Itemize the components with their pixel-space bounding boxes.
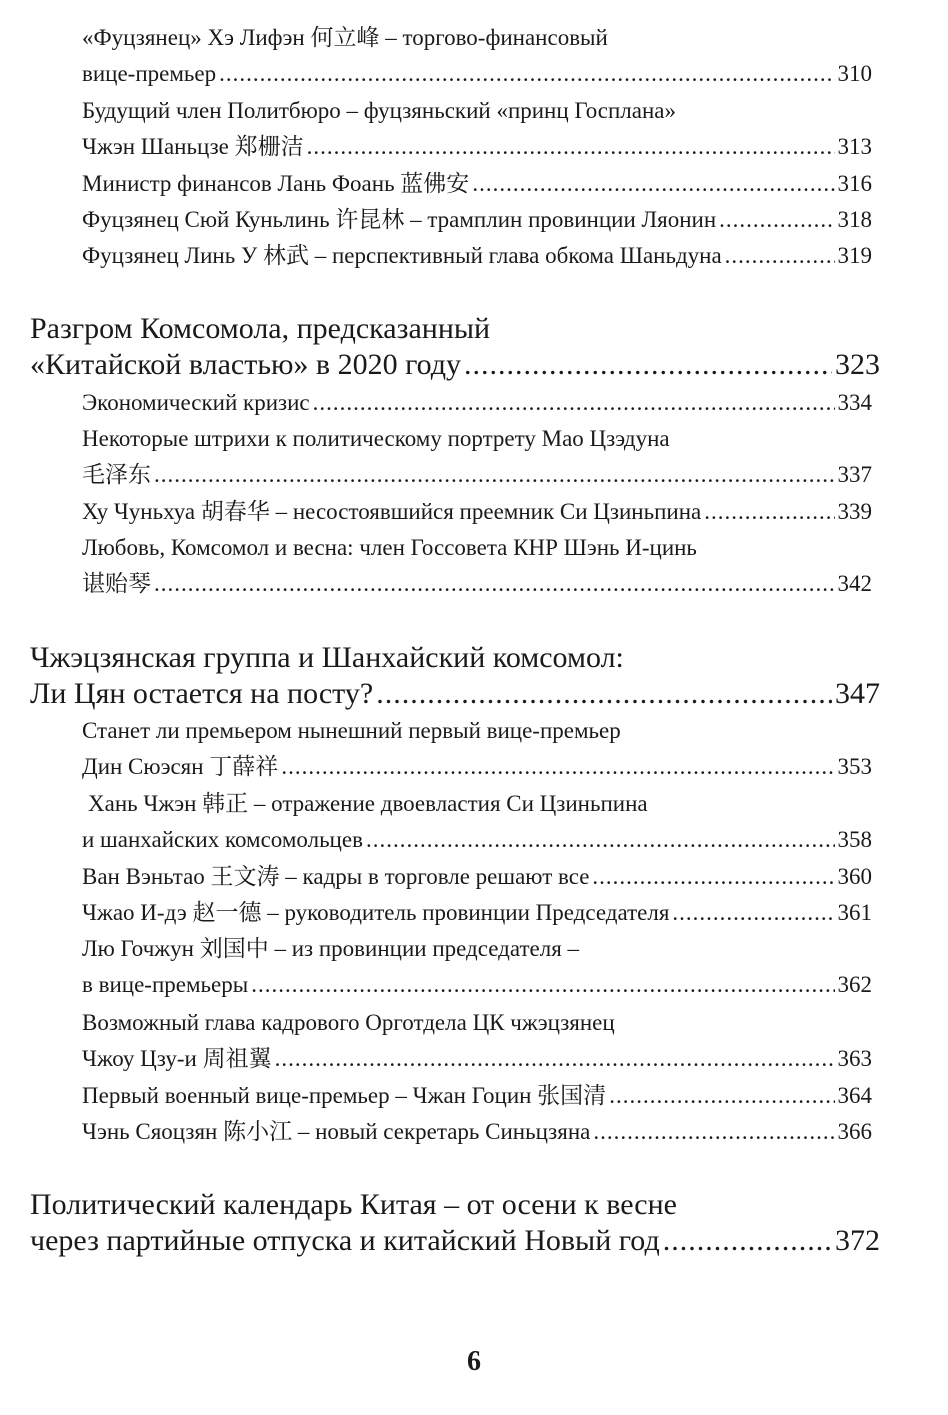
leader-dots (219, 56, 834, 92)
leader-dots (307, 129, 835, 165)
chapter-title: Разгром Комсомола, предсказанный (30, 312, 491, 345)
entry-title: Возможный глава кадрового Орготдела ЦК чжэцзянец (82, 1010, 615, 1035)
page-number: 372 (835, 1224, 880, 1257)
page-number: 361 (837, 900, 872, 925)
leader-dots (592, 859, 834, 895)
entry-title: Хань Чжэн 韩正 – отражение двоевластия Си Цзиньпина (88, 791, 648, 816)
page-number: 353 (837, 754, 872, 779)
toc-entry (82, 895, 872, 931)
leader-dots (366, 822, 835, 858)
entry-title: Министр финансов Лань Фоань 蓝佛安 (82, 171, 470, 196)
toc-chapter (30, 640, 880, 712)
leader-dots (313, 385, 835, 421)
page-number: 339 (837, 499, 872, 524)
page-number: 342 (837, 571, 872, 596)
toc-entry (82, 202, 872, 238)
toc-entry (82, 238, 872, 274)
toc-entry (82, 494, 872, 530)
leader-dots (663, 1223, 832, 1259)
leader-dots (275, 1041, 835, 1077)
leader-dots (464, 347, 832, 383)
entry-title-cont: в вице-премьеры (82, 972, 249, 997)
toc-entry (82, 385, 872, 421)
entry-title-cont: 毛泽东 (82, 462, 151, 487)
entry-title: Некоторые штрихи к политическому портрету Мао Цзэдуна (82, 426, 670, 451)
leader-dots (593, 1114, 834, 1150)
chapter-title: Политический календарь Китая – от осени к весне (30, 1188, 677, 1221)
toc-entry (82, 530, 872, 602)
toc-entry (82, 931, 872, 1003)
chapter-title-cont: через партийные отпуска и китайский Новый год (30, 1224, 660, 1257)
entry-title: Чжао И-дэ 赵一德 – руководитель провинции Председателя (82, 900, 670, 925)
page-number: 362 (837, 972, 872, 997)
leader-dots (154, 457, 835, 493)
page-number: 337 (837, 462, 872, 487)
toc-entry (82, 421, 872, 493)
page-number: 316 (837, 171, 872, 196)
page-number: 360 (837, 864, 872, 889)
toc-entry (82, 713, 872, 785)
leader-dots (719, 202, 834, 238)
page-number: 366 (837, 1119, 872, 1144)
chapter-title-cont: Ли Цян остается на посту? (30, 677, 374, 710)
entry-title: Лю Гочжун 刘国中 – из провинции председателя – (82, 936, 580, 961)
entry-title-cont: 谌贻琴 (82, 571, 151, 596)
leader-dots (672, 895, 834, 931)
toc-chapter (30, 311, 880, 383)
entry-title: Экономический кризис (82, 390, 310, 415)
leader-dots (376, 676, 832, 712)
leader-dots (251, 967, 834, 1003)
leader-dots (154, 566, 835, 602)
entry-title-cont: Чжоу Цзу-и 周祖翼 (82, 1046, 272, 1071)
leader-dots (609, 1078, 834, 1114)
toc-entry (82, 166, 872, 202)
entry-title: Любовь, Комсомол и весна: член Госсовета КНР Шэнь И-цинь (82, 535, 697, 560)
entry-title-cont: и шанхайских комсомольцев (82, 827, 363, 852)
toc-entry (82, 20, 872, 92)
toc-entry (82, 1078, 872, 1114)
entry-title: Фуцзянец Линь У 林武 – перспективный глава обкома Шаньдуна (82, 243, 722, 268)
page-number: 358 (837, 827, 872, 852)
entry-title-cont: Чжэн Шаньцзе 郑栅洁 (82, 134, 304, 159)
entry-title: Ху Чуньхуа 胡春华 – несостоявшийся преемник Си Цзиньпина (82, 499, 702, 524)
entry-title-cont: Дин Сюэсян 丁薛祥 (82, 754, 279, 779)
page-number: 310 (837, 61, 872, 86)
toc-entry (82, 786, 872, 858)
entry-title-cont: вице-премьер (82, 61, 217, 86)
page-number: 319 (837, 243, 872, 268)
entry-title: Фуцзянец Сюй Куньлинь 许昆林 – трамплин провинции Ляонин (82, 207, 717, 232)
toc-entry (82, 1005, 872, 1077)
toc-entry (82, 859, 872, 895)
leader-dots (704, 494, 834, 530)
leader-dots (725, 238, 835, 274)
page-number: 318 (837, 207, 872, 232)
entry-title: Будущий член Политбюро – фуцзяньский «принц Госплана» (82, 98, 676, 123)
page-number: 313 (837, 134, 872, 159)
page-number: 347 (835, 677, 880, 710)
page-number: 334 (837, 390, 872, 415)
leader-dots (472, 166, 834, 202)
toc-entry (82, 93, 872, 165)
entry-title: Станет ли премьером нынешний первый вице-премьер (82, 718, 621, 743)
page-number: 323 (835, 348, 880, 381)
toc-chapter (30, 1187, 880, 1259)
chapter-title: Чжэцзянская группа и Шанхайский комсомол: (30, 641, 624, 674)
entry-title: «Фуцзянец» Хэ Лифэн 何立峰 – торгово-финансовый (82, 25, 608, 50)
entry-title: Первый военный вице-премьер – Чжан Гоцин 张国清 (82, 1083, 607, 1108)
page-number: 364 (837, 1083, 872, 1108)
entry-title: Ван Вэньтао 王文涛 – кадры в торговле решают все (82, 864, 590, 889)
chapter-title-cont: «Китайской властью» в 2020 году (30, 348, 462, 381)
page-folio: 6 (467, 1346, 481, 1377)
leader-dots (281, 749, 834, 785)
toc-entry (82, 1114, 872, 1150)
entry-title: Чэнь Сяоцзян 陈小江 – новый секретарь Синьцзяна (82, 1119, 591, 1144)
page-number: 363 (837, 1046, 872, 1071)
